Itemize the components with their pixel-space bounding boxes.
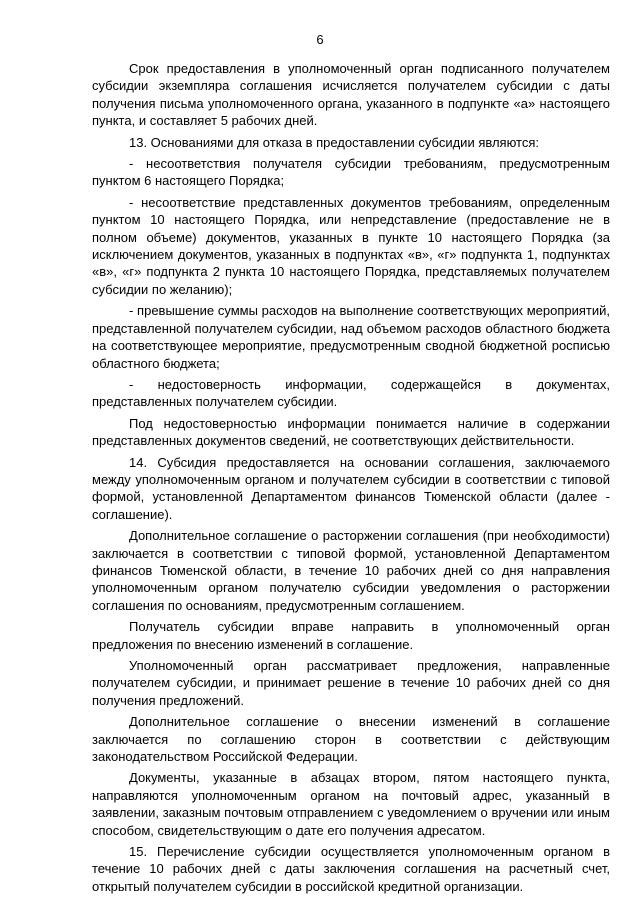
paragraph-refusal-grounds-heading: 13. Основаниями для отказа в предоставлении субсидии являются:: [129, 134, 540, 150]
paragraph-termination-agreement: Дополнительное соглашение о расторжении соглашения (при необходимости) заключается в соответствии с типовой формой, установленной Департаментом финансов Тюменской области, в течение 10 рабочих дней со дня направления уполномоченным органом получателю субсидии уведомления о расторжении соглашения по основаниям, предусмотренным соглашением.: [92, 528, 610, 613]
paragraph-15-transfer: 15. Перечисление субсидии осуществляется уполномоченным органом в течение 10 рабочих дней с даты заключения соглашения на расчетный счет, открытый получателем субсидии в российской кредитной организации.: [92, 844, 610, 894]
paragraph-refusal-item-3: - превышение суммы расходов на выполнение соответствующих мероприятий, представленной получателем субсидии, над объемом расходов областного бюджета на соответствующее мероприятие, предусмотренным сводной бюджетной росписью областного бюджета;: [92, 303, 610, 371]
paragraph-proposal-review: Уполномоченный орган рассматривает предложения, направленные получателем субсидии, и принимает решение в течение 10 рабочих дней со дня получения предложений.: [92, 658, 610, 708]
paragraph-change-proposals: Получатель субсидии вправе направить в уполномоченный орган предложения по внесению изменений в соглашение.: [92, 619, 610, 652]
paragraph-refusal-item-4: - недостоверность информации, содержащейся в документах, представленных получателем субсидии.: [92, 376, 610, 410]
paragraph-document-delivery: Документы, указанные в абзацах втором, пятом настоящего пункта, направляются уполномоченным органом на почтовый адрес, указанный в заявлении, заказным почтовым отправлением с уведомлением о вручении или иным способом, свидетельствующим о дате его получения адресатом.: [92, 770, 610, 838]
page-number: 6: [316, 32, 324, 47]
document-body: [92, 60, 610, 899]
paragraph-14-agreement: 14. Субсидия предоставляется на основании соглашения, заключаемого между уполномоченным органом и получателем субсидии в соответствии с типовой формой, установленной Департаментом финансов Тюменской области (далее - соглашение).: [92, 454, 610, 522]
paragraph-deadline-signed-copy: Срок предоставления в уполномоченный орган подписанного получателем субсидии экземпляра соглашения исчисляется получателем субсидии с даты получения письма уполномоченного органа, указанного в подпункте «а» настоящего пункта, и составляет 5 рабочих дней.: [92, 61, 610, 129]
paragraph-inaccuracy-definition: Под недостоверностью информации понимается наличие в содержании представленных документов сведений, не соответствующих действительности.: [92, 415, 610, 449]
paragraph-amendment-agreement: Дополнительное соглашение о внесении изменений в соглашение заключается по соглашению сторон в соответствии с действующим законодательством Российской Федерации.: [92, 714, 610, 765]
paragraph-refusal-item-1: - несоответствия получателя субсидии требованиям, предусмотренным пунктом 6 настоящего Порядка;: [92, 156, 610, 189]
paragraph-refusal-item-2: - несоответствие представленных документов требованиям, определенным пунктом 10 настоящего Порядка, или непредставление (предоставление не в полном объеме) документов, указанных в пункте 10 настоящего Порядка (за исключением документов, указанных в подпунктах «в», «г» подпункта 1, подпунктах «в», «г» подпункта 2 пункта 10 настоящего Порядка, представляемых получателем субсидии по желанию);: [92, 194, 610, 297]
